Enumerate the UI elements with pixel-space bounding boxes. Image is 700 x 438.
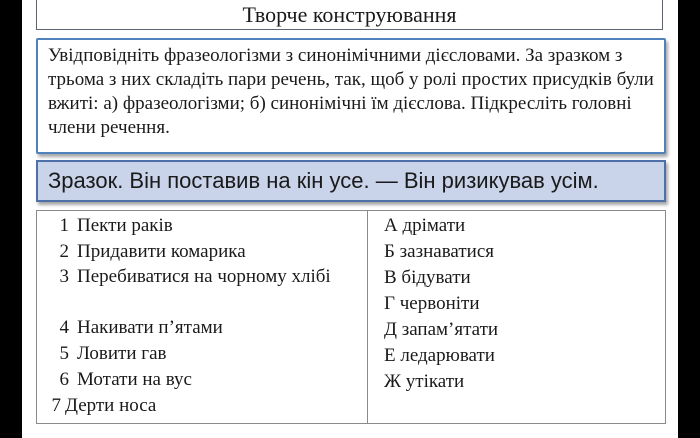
phraseologisms-column [37,211,368,424]
verb-item: Г червоніти [384,293,480,314]
verb-item: Ж утікати [384,371,465,392]
verbs-column [368,211,666,424]
example-sentence: Зразок. Він поставив на кін усе. — Він ризикував усім. [36,160,666,202]
phraseologism-row [37,265,367,315]
phraseologism-text: Мотати на вус [77,369,192,390]
phraseologism-row [37,239,367,265]
matching-table [36,210,666,424]
phraseologism-row [37,393,367,419]
item-number: 2 [59,241,69,262]
verb-item: В бідувати [384,267,471,288]
phraseologism-row [37,213,367,239]
item-number: 7 [51,395,61,416]
task-text: Увідповідніть фразеологізми з синонімічними дієсловами. За зразком з трьома з них складіть пари речень, так, щоб у ролі простих присудків були вжиті: а) фразеологізми; б) синонімічні їм дієслова. Підкресліть головні члени речення. [36,38,666,154]
slide [22,0,678,438]
verb-item: Е ледарювати [384,345,495,366]
verb-item: Б зазнаватися [384,241,495,262]
item-number: 1 [59,215,69,236]
phraseologism-text: Перебиватися на чорному хлібі [77,266,331,287]
phraseologism-row [37,367,367,393]
phraseologism-text: Пекти раків [77,215,173,236]
phraseologism-text: Накивати п’ятами [77,317,223,338]
item-number: 5 [59,343,69,364]
item-number: 4 [59,317,69,338]
verb-item: Д запам’ятати [384,319,499,340]
phraseologism-row [37,315,367,341]
phraseologism-text: Дерти носа [65,395,157,416]
item-number: 3 [59,266,69,287]
phraseologism-text: Ловити гав [77,343,167,364]
phraseologism-row [37,341,367,367]
phraseologism-text: Придавити комарика [77,241,246,262]
verb-item: А дрімати [384,215,466,236]
page-title: Творче конструювання [36,0,663,30]
item-number: 6 [59,369,69,390]
